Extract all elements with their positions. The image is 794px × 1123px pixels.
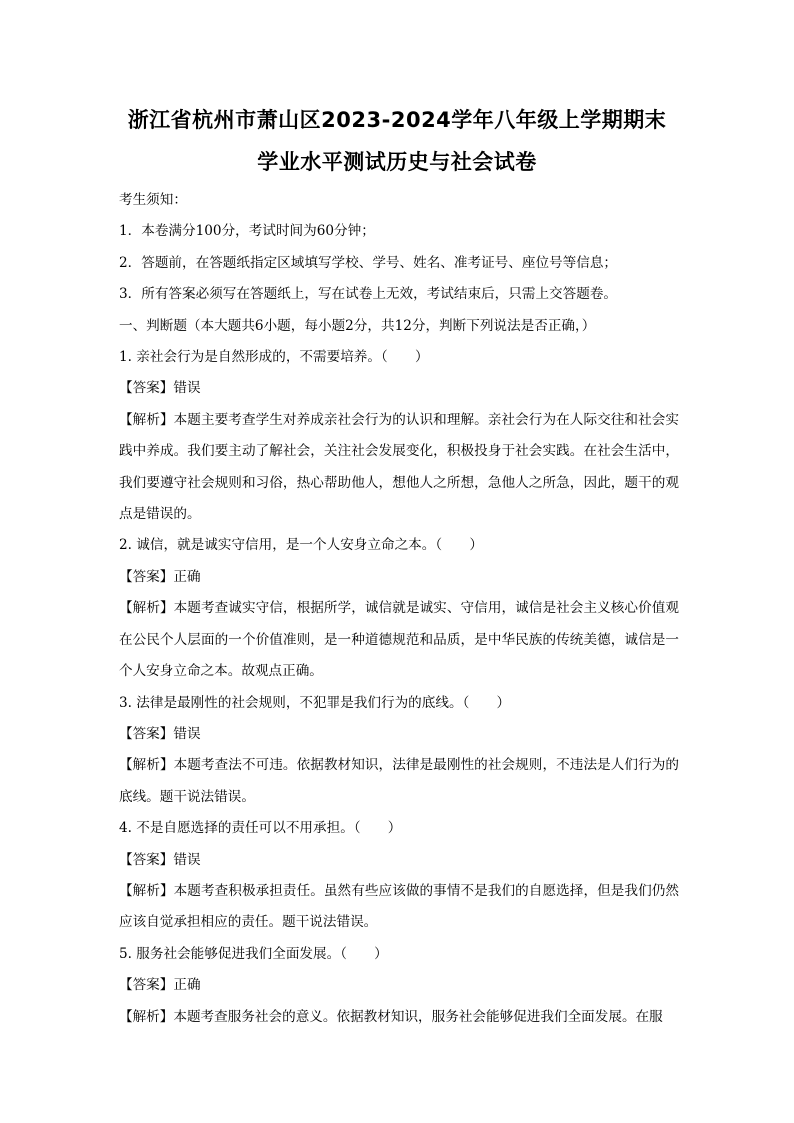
analysis-text: 【解析】本题主要考查学生对养成亲社会行为的认识和理解。亲社会行为在人际交往和社会实践中养成。我们要主动了解社会，关注社会发展变化，积极投身于社会实践。在社会生活中，我们要遵守社会规则和习俗，热心帮助他人，想他人之所想，急他人之所急，因此，题干的观点是错误的。 [119, 411, 679, 523]
answer-text: 【答案】错误 [119, 851, 201, 868]
answer-text: 【答案】正确 [119, 568, 201, 585]
question-block [119, 530, 679, 687]
page-title: 浙江省杭州市萧山区2023-2024学年八年级上学期期末 [127, 108, 667, 132]
question-text: 3. 法律是最刚性的社会规则，不犯罪是我们行为的底线。（ ） [119, 694, 511, 711]
answer-text: 【答案】错误 [119, 725, 201, 742]
document-body [119, 185, 679, 1033]
question-block [119, 688, 679, 814]
question-text: 1. 亲社会行为是自然形成的，不需要培养。（ ） [119, 349, 429, 366]
question-text: 2. 诚信，就是诚实守信用，是一个人安身立命之本。（ ） [119, 537, 483, 554]
question-text: 5. 服务社会能够促进我们全面发展。（ ） [119, 945, 388, 962]
section-heading: 一、判断题（本大题共6小题，每小题2分，共12分，判断下列说法是否正确，） [119, 317, 596, 334]
notice-item: 3．所有答案必须写在答题纸上，写在试卷上无效，考试结束后，只需上交答题卷。 [119, 286, 618, 303]
answer-text: 【答案】错误 [119, 380, 201, 397]
notice-item: 2．答题前，在答题纸指定区域填写学校、学号、姓名、准考证号、座位号等信息； [119, 254, 618, 271]
answer-text: 【答案】正确 [119, 977, 201, 994]
analysis-text: 【解析】本题考查诚实守信，根据所学，诚信就是诚实、守信用，诚信是社会主义核心价值观在公民个人层面的一个价值准则，是一种道德规范和品质，是中华民族的传统美德，诚信是一个人安身立命之本。故观点正确。 [119, 600, 679, 680]
notice-heading: 考生须知： [119, 192, 187, 208]
notice-item: 1．本卷满分100分，考试时间为60分钟； [119, 223, 375, 240]
analysis-text: 【解析】本题考查服务社会的意义。依据教材知识，服务社会能够促进我们全面发展。在服 [119, 1008, 663, 1025]
question-block [119, 342, 679, 530]
page-subtitle: 学业水平测试历史与社会试卷 [257, 150, 537, 174]
analysis-text: 【解析】本题考查法不可违。依据教材知识，法律是最刚性的社会规则，不违法是人们行为的底线。题干说法错误。 [119, 757, 679, 805]
analysis-text: 【解析】本题考查积极承担责任。虽然有些应该做的事情不是我们的自愿选择，但是我们仍然应该自觉承担相应的责任。题干说法错误。 [119, 882, 679, 931]
question-text: 4. 不是自愿选择的责任可以不用承担。（ ） [119, 820, 402, 837]
question-block [119, 939, 679, 1033]
question-block [119, 813, 679, 939]
